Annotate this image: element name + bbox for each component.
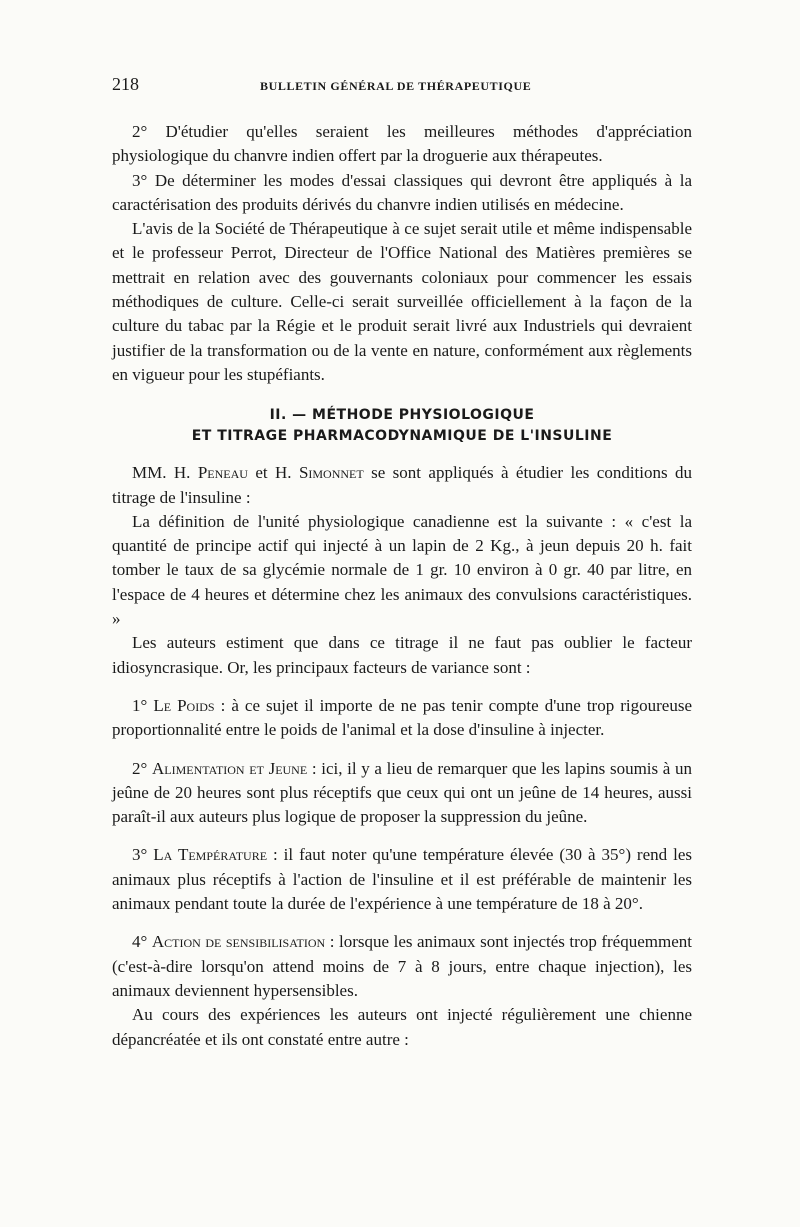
factor-4-text: : lorsque les animaux sont injectés trop fréquemment (c'est-à-dire lorsqu'on attend moins de 7 à 8 jours, entre chaque injection), les animaux deviennent hypersensibles. — [112, 932, 692, 1000]
author-name-simonnet: Simonnet — [298, 463, 364, 483]
paragraph-definition: La définition de l'unité physiologique canadienne est la suivante : « c'est la quantité de principe actif qui injecté à un lapin de 2 Kg., à jeun depuis 20 h. fait tomber le taux de sa glycémie normale de 1 gr. 10 environ à 0 gr. 40 par litre, en l'espace de 4 heures et détermine chez les animaux des convulsions caractéristiques. » — [112, 511, 692, 629]
section-heading — [112, 405, 692, 447]
factor-3-number: 3° — [132, 845, 154, 865]
factor-1-number: 1° — [132, 695, 154, 715]
factor-1-text: : à ce sujet il importe de ne pas tenir compte d'une trop rigoureuse proportionnalité entre le poids de l'animal et la dose d'insuline à injecter. — [112, 695, 693, 740]
factor-2-text: : ici, il y a lieu de remarquer que les lapins soumis à un jeûne de 20 heures sont plus réceptifs que ceux qui ont un jeûne de 14 heures, aussi paraît-il aux auteurs plus logique de proposer la suppression du jeûne. — [112, 758, 692, 827]
paragraph-point-2: 2° D'étudier qu'elles seraient les meilleures méthodes d'appréciation physiologique du chanvre indien offert par la droguerie aux thérapeutes. — [112, 122, 692, 166]
factor-3-title: La Température — [153, 845, 268, 865]
paragraph-authors — [112, 461, 692, 510]
factor-3-text: : il faut noter qu'une température élevée (30 à 35°) rend les animaux plus réceptifs à l'action de l'insuline et il est préférable de maintenir les animaux pendant toute la durée de l'expérience à une température de 18 à 20°. — [112, 845, 692, 914]
factor-4-number: 4° — [132, 932, 152, 952]
page-header — [112, 74, 692, 100]
paragraph-factor-2 — [112, 757, 692, 830]
running-title: BULLETIN GÉNÉRAL DE THÉRAPEUTIQUE — [260, 79, 532, 93]
section-heading-line-2: ET TITRAGE PHARMACODYNAMIQUE DE L'INSULINE — [191, 428, 613, 445]
section-heading-line-1: II. — MÉTHODE PHYSIOLOGIQUE — [269, 407, 535, 424]
authors-middle: et H. — [247, 463, 299, 483]
paragraph-factor-3 — [112, 843, 692, 916]
page-body — [112, 120, 692, 1052]
paragraph-chienne: Au cours des expériences les auteurs ont injecté régulièrement une chienne dépancréatée et ils ont constaté entre autre : — [112, 1005, 692, 1049]
page-number: 218 — [112, 74, 139, 94]
authors-prefix: MM. H. — [132, 463, 198, 483]
paragraph-factor-4 — [112, 930, 692, 1003]
author-name-peneau: Peneau — [197, 463, 248, 483]
paragraph-factor-1 — [112, 694, 692, 743]
factor-2-number: 2° — [132, 758, 152, 778]
factor-4-title: Action de sensibilisation — [151, 932, 326, 952]
paragraph-factors-intro: Les auteurs estiment que dans ce titrage il ne faut pas oublier le facteur idiosyncrasique. Or, les principaux facteurs de variance sont : — [112, 633, 692, 677]
authors-suffix: se sont appliqués à étudier les conditions du titrage de l'insuline : — [112, 463, 693, 507]
factor-2-title: Alimentation et Jeune — [151, 758, 308, 778]
factor-1-title: Le Poids — [153, 695, 215, 715]
paragraph-point-3: 3° De déterminer les modes d'essai classiques qui devront être appliqués à la caractérisation des produits dérivés du chanvre indien utilisés en médecine. — [112, 170, 692, 214]
paragraph-societe-avis: L'avis de la Société de Thérapeutique à ce sujet serait utile et même indispensable et le professeur Perrot, Directeur de l'Office National des Matières premières se mettrait en relation avec des gouvernants coloniaux pour commencer les essais méthodiques de culture. Celle-ci serait surveillée officiellement à la façon de la culture du tabac par la Régie et le produit serait livré aux Industriels qui devraient justifier de la transformation ou de la vente en nature, conformément aux règlements en vigueur pour les stupéfiants. — [112, 219, 692, 384]
